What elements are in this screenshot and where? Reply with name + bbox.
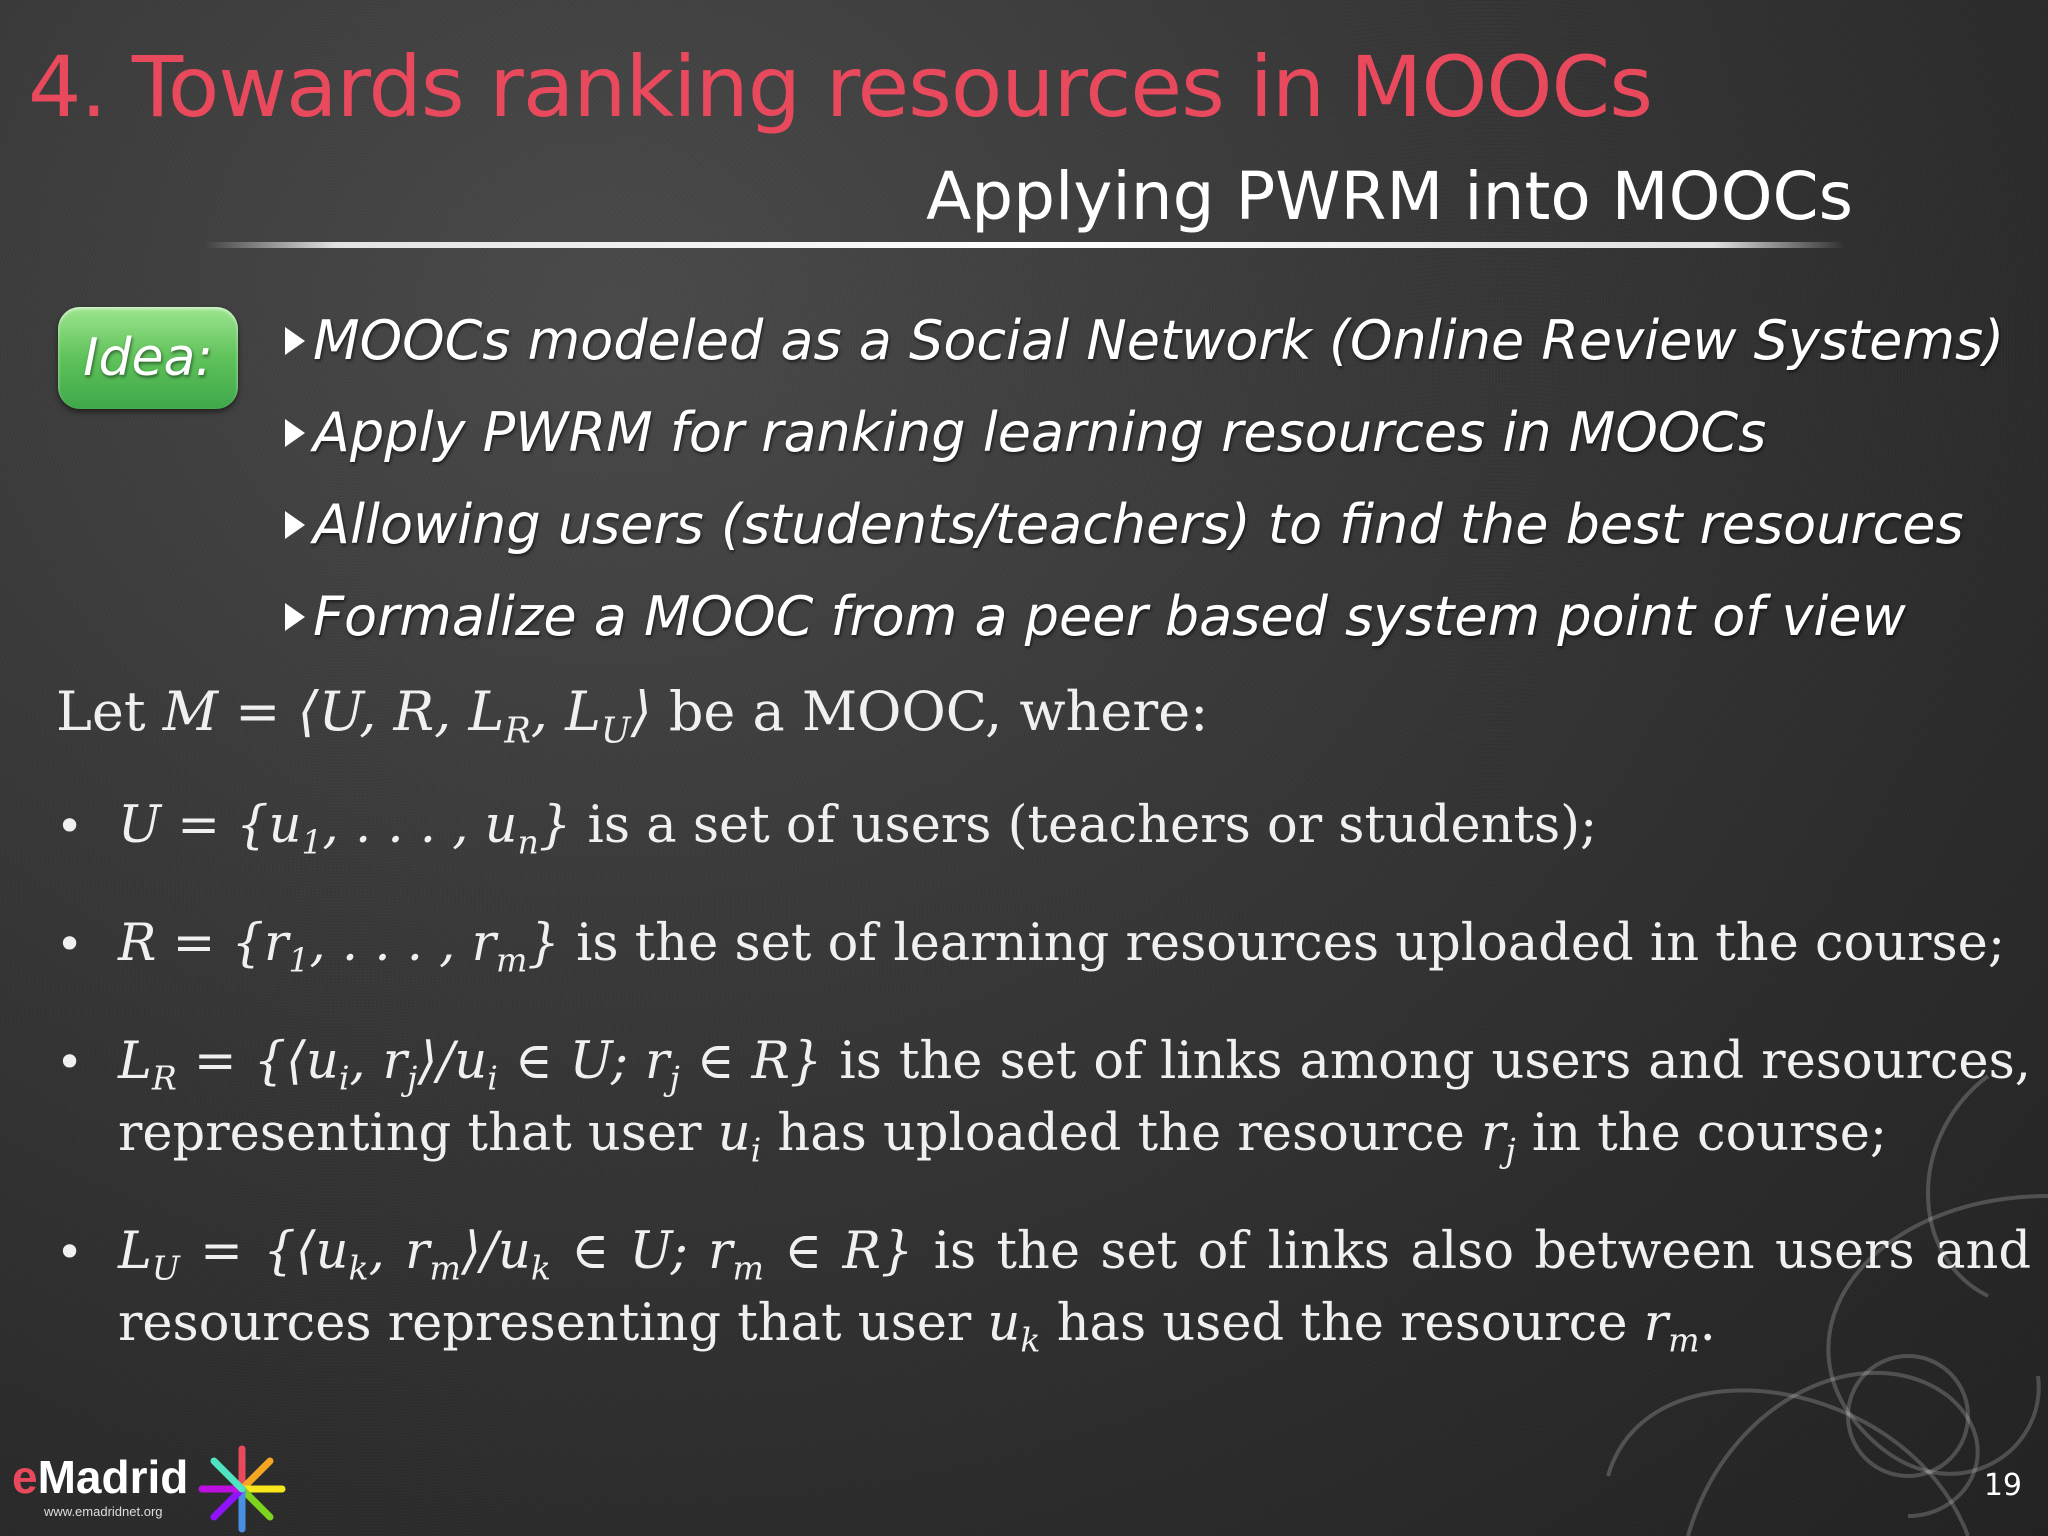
definition-list [56,790,2031,1406]
slide-title: 4. Towards ranking resources in MOOCs [28,38,1652,136]
mooc-definition-intro: Let M = ⟨U, R, $L_R$, $L_U⟩$ be a MOOC, where: [56,680,1209,752]
formula-usage-links: $L_U$ = {$⟨u_k$, $r_m⟩/u_k$ ∈ U; $r_m$ ∈ R} [118,1222,914,1288]
title-divider [205,242,1845,248]
definition-item: • $L_R$ = {$⟨u_i$, $r_j⟩/u_i$ ∈ U; $r_j$ ∈ R} is the set of links among users and resources, representing that user $u_i$ has uploaded the resource $r_j$ in the course; [56,1026,2031,1170]
bullet-icon: • [56,799,84,853]
idea-point: MOOCs modeled as a Social Network (Online Review Systems) [285,295,2004,387]
idea-point: Allowing users (students/teachers) to find the best resources [285,479,2004,571]
triangle-bullet-icon [285,511,305,539]
triangle-bullet-icon [285,603,305,631]
definition-item: • $R = \{r_1$, . . . , $r_m$} is the set of learning resources uploaded in the course; [56,908,2031,980]
definition-item: • $U = \{u_1$, . . . , $u_n$} is a set of users (teachers or students); [56,790,2031,862]
idea-badge [58,307,238,409]
starburst-icon [197,1444,287,1534]
formula-upload-links: $L_R$ = {$⟨u_i$, $r_j⟩/u_i$ ∈ U; $r_j$ ∈ R} [118,1032,823,1098]
idea-point: Formalize a MOOC from a peer based system point of view [285,571,2004,663]
bullet-icon: • [56,917,84,971]
logo-url: www.emadridnet.org [44,1504,163,1519]
bullet-icon: • [56,1225,84,1279]
definition-item: • $L_U$ = {$⟨u_k$, $r_m⟩/u_k$ ∈ U; $r_m$ ∈ R} is the set of links also between users and resources representing that user $u_k$ has used the resource $r_m$. [56,1216,2031,1360]
slide-subtitle: Applying PWRM into MOOCs [926,158,1853,235]
emadrid-logo: eMadrid www.emadridnet.org [12,1450,292,1530]
triangle-bullet-icon [285,419,305,447]
formula-users-set: $U = \{u_1$, . . . , $u_n$} [118,796,572,862]
idea-point: Apply PWRM for ranking learning resources in MOOCs [285,387,2004,479]
formula-mooc-tuple: M = ⟨U, R, $L_R$, $L_U⟩$ [162,680,652,752]
formula-resources-set: $R = \{r_1$, . . . , $r_m$} [118,914,560,980]
bullet-icon: • [56,1035,84,1089]
idea-badge-label: Idea: [83,328,213,388]
triangle-bullet-icon [285,327,305,355]
idea-list [285,295,2004,663]
page-number: 19 [1983,1468,2022,1503]
